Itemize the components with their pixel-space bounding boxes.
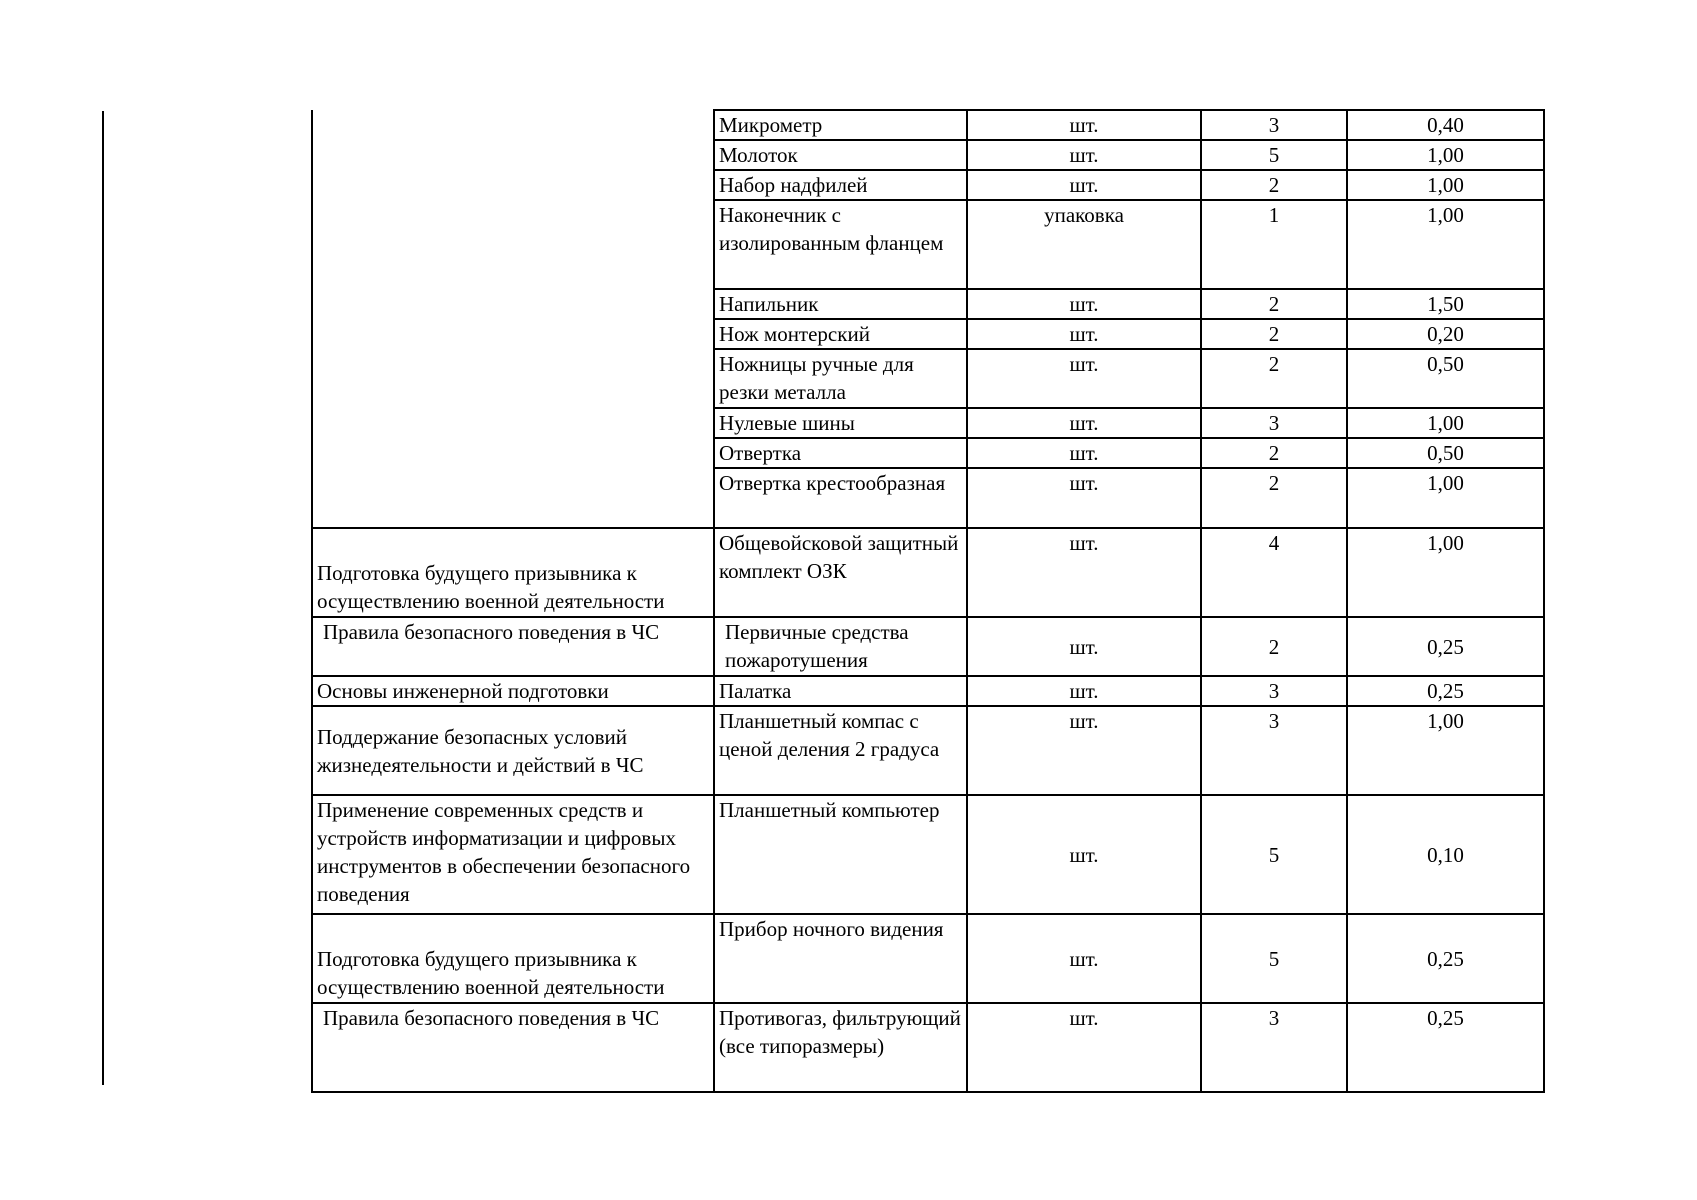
item-cell: Противогаз, фильтрующий (все типоразмеры) [714, 1003, 967, 1092]
section-cell: Подготовка будущего призывника к осуществлению военной деятельности [312, 528, 714, 617]
item-cell: Палатка [714, 676, 967, 706]
item-cell: Первичные средства пожаротушения [714, 617, 967, 676]
coef-cell: 0,25 [1347, 914, 1544, 1003]
qty-cell: 4 [1201, 528, 1347, 617]
section-cell: Правила безопасного поведения в ЧС [312, 1003, 714, 1092]
qty-cell: 2 [1201, 170, 1347, 200]
coef-cell: 1,00 [1347, 408, 1544, 438]
qty-cell: 2 [1201, 468, 1347, 528]
unit-cell: шт. [967, 676, 1201, 706]
unit-cell: шт. [967, 528, 1201, 617]
qty-cell: 3 [1201, 706, 1347, 795]
item-cell: Планшетный компас с ценой деления 2 градуса [714, 706, 967, 795]
unit-cell: шт. [967, 795, 1201, 914]
coef-cell: 1,00 [1347, 200, 1544, 289]
unit-cell: шт. [967, 468, 1201, 528]
coef-cell: 1,00 [1347, 706, 1544, 795]
unit-cell: шт. [967, 706, 1201, 795]
table-row [312, 676, 1544, 706]
coef-cell: 0,40 [1347, 110, 1544, 140]
unit-cell: шт. [967, 110, 1201, 140]
coef-cell: 0,25 [1347, 676, 1544, 706]
coef-cell: 0,50 [1347, 438, 1544, 468]
item-cell: Микрометр [714, 110, 967, 140]
unit-cell: шт. [967, 617, 1201, 676]
item-cell: Ножницы ручные для резки металла [714, 349, 967, 408]
table-row [312, 914, 1544, 1003]
table-row [312, 528, 1544, 617]
qty-cell: 3 [1201, 1003, 1347, 1092]
unit-cell: шт. [967, 289, 1201, 319]
section-cell [312, 110, 714, 528]
qty-cell: 1 [1201, 200, 1347, 289]
item-cell: Нулевые шины [714, 408, 967, 438]
qty-cell: 3 [1201, 110, 1347, 140]
unit-cell: шт. [967, 408, 1201, 438]
table-row [312, 706, 1544, 795]
item-cell: Набор надфилей [714, 170, 967, 200]
unit-cell: шт. [967, 914, 1201, 1003]
item-cell: Прибор ночного видения [714, 914, 967, 1003]
item-cell: Планшетный компьютер [714, 795, 967, 914]
item-cell: Отвертка крестообразная [714, 468, 967, 528]
qty-cell: 5 [1201, 795, 1347, 914]
item-cell: Отвертка [714, 438, 967, 468]
qty-cell: 2 [1201, 349, 1347, 408]
coef-cell: 0,25 [1347, 1003, 1544, 1092]
item-cell: Наконечник с изолированным фланцем [714, 200, 967, 289]
page-margin-line [102, 111, 104, 1085]
section-cell: Правила безопасного поведения в ЧС [312, 617, 714, 676]
coef-cell: 1,00 [1347, 140, 1544, 170]
qty-cell: 5 [1201, 914, 1347, 1003]
item-cell: Напильник [714, 289, 967, 319]
table-row [312, 110, 1544, 140]
qty-cell: 2 [1201, 438, 1347, 468]
unit-cell: шт. [967, 140, 1201, 170]
unit-cell: упаковка [967, 200, 1201, 289]
section-cell: Основы инженерной подготовки [312, 676, 714, 706]
coef-cell: 0,50 [1347, 349, 1544, 408]
qty-cell: 2 [1201, 289, 1347, 319]
coef-cell: 0,10 [1347, 795, 1544, 914]
qty-cell: 2 [1201, 617, 1347, 676]
section-cell: Применение современных средств и устройств информатизации и цифровых инструментов в обеспечении безопасного поведения [312, 795, 714, 914]
table-row [312, 795, 1544, 914]
coef-cell: 1,00 [1347, 468, 1544, 528]
unit-cell: шт. [967, 349, 1201, 408]
coef-cell: 1,00 [1347, 528, 1544, 617]
equipment-table [311, 109, 1545, 1093]
table-row [312, 1003, 1544, 1092]
unit-cell: шт. [967, 438, 1201, 468]
unit-cell: шт. [967, 170, 1201, 200]
qty-cell: 2 [1201, 319, 1347, 349]
section-cell: Поддержание безопасных условий жизнедеятельности и действий в ЧС [312, 706, 714, 795]
coef-cell: 0,20 [1347, 319, 1544, 349]
item-cell: Нож монтерский [714, 319, 967, 349]
qty-cell: 3 [1201, 408, 1347, 438]
item-cell: Молоток [714, 140, 967, 170]
qty-cell: 3 [1201, 676, 1347, 706]
qty-cell: 5 [1201, 140, 1347, 170]
unit-cell: шт. [967, 319, 1201, 349]
coef-cell: 0,25 [1347, 617, 1544, 676]
unit-cell: шт. [967, 1003, 1201, 1092]
item-cell: Общевойсковой защитный комплект ОЗК [714, 528, 967, 617]
section-cell: Подготовка будущего призывника к осуществлению военной деятельности [312, 914, 714, 1003]
coef-cell: 1,50 [1347, 289, 1544, 319]
table-row [312, 617, 1544, 676]
coef-cell: 1,00 [1347, 170, 1544, 200]
